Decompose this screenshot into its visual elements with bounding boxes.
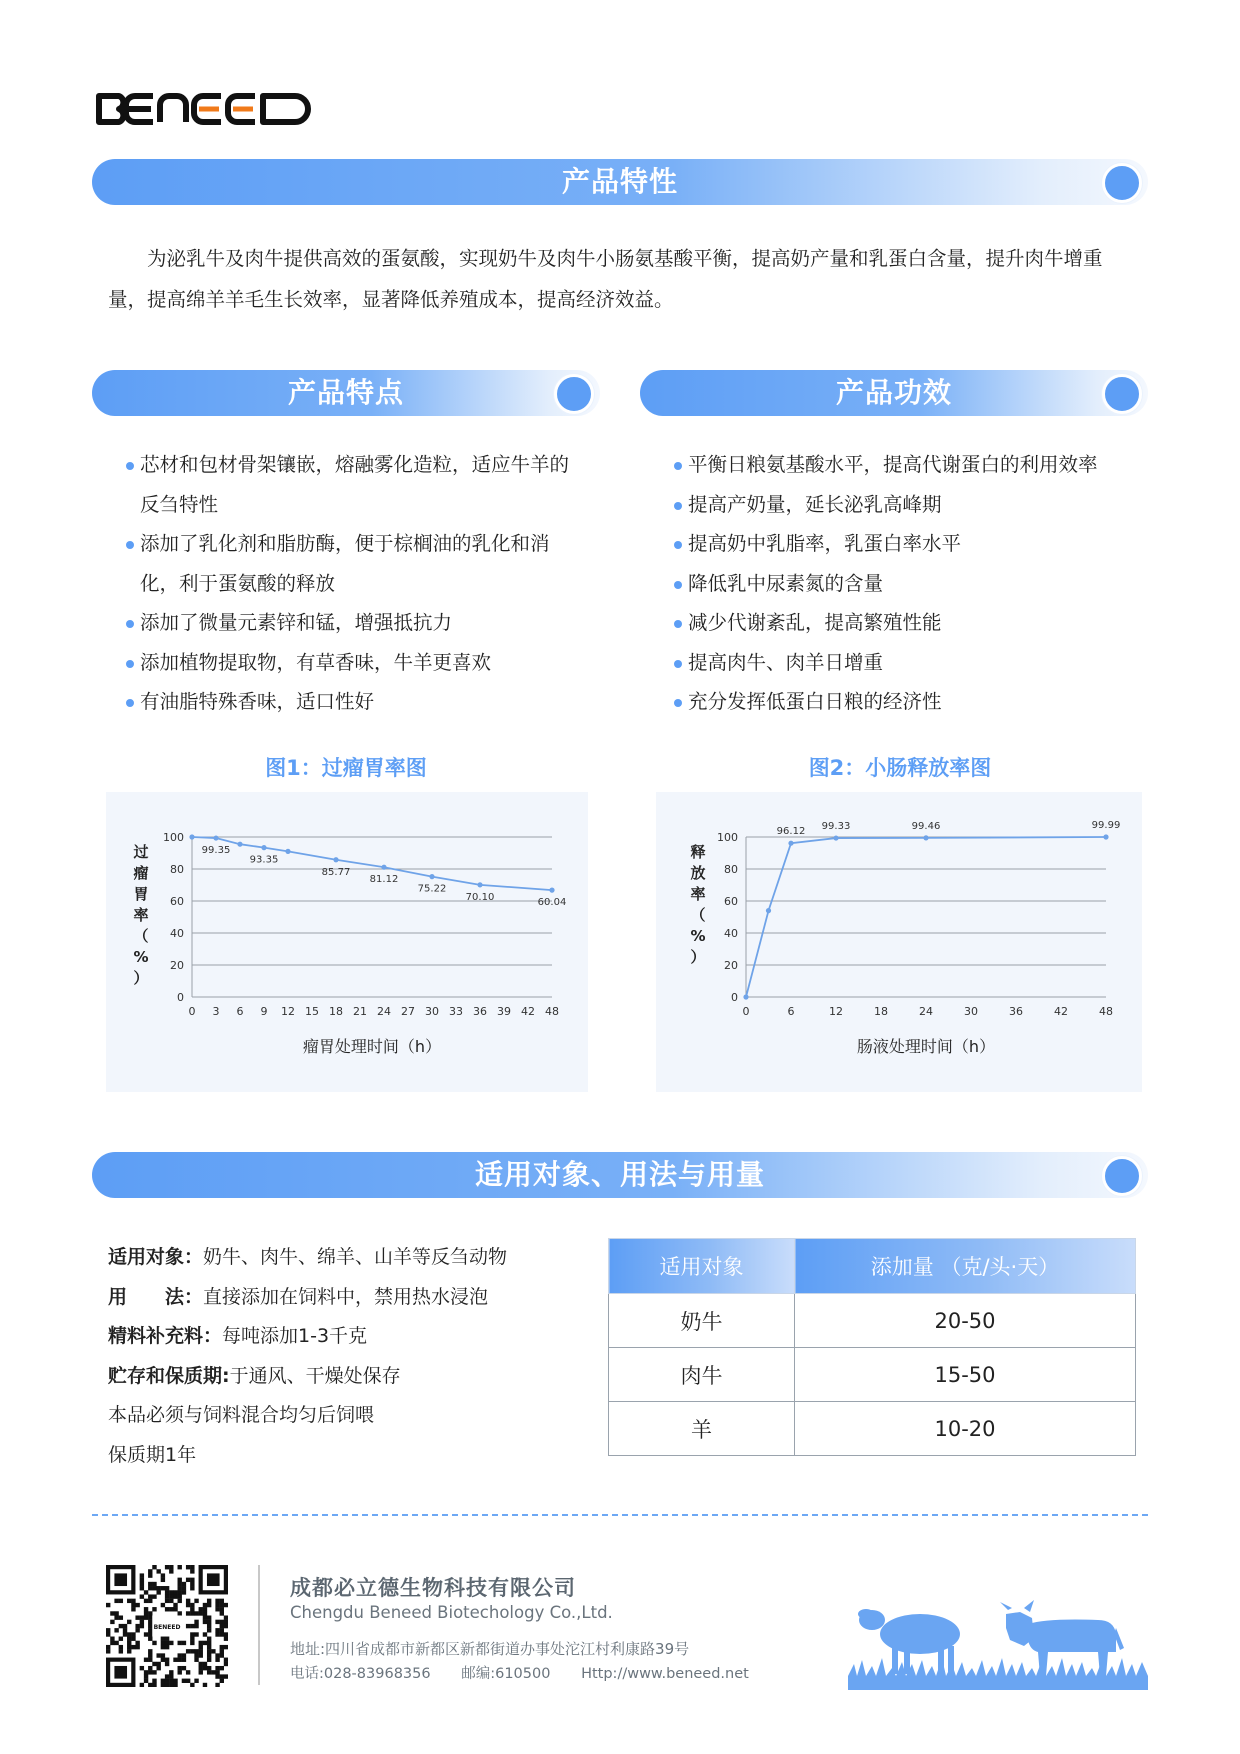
list-item: 提高奶中乳脂率，乳蛋白率水平 — [674, 524, 1154, 564]
x-tick-label: 39 — [497, 1005, 511, 1018]
section-title: 产品功效 — [835, 376, 952, 409]
data-label: 96.12 — [776, 826, 806, 838]
data-point — [285, 849, 290, 854]
y-tick-label: 60 — [170, 895, 184, 908]
data-label: 99.33 — [821, 821, 851, 833]
list-item: 添加了微量元素锌和锰，增强抵抗力 — [126, 603, 588, 643]
contact-line — [290, 1662, 775, 1683]
usage-row: 用 法：直接添加在饲料中，禁用热水浸泡 — [108, 1285, 489, 1308]
x-tick-label: 30 — [425, 1005, 439, 1018]
section-banner-efficacy — [640, 370, 1148, 416]
list-item: 添加植物提取物，有草香味，牛羊更喜欢 — [126, 643, 588, 683]
company-name-en: Chengdu Beneed Biotechology Co.,Ltd. — [290, 1603, 613, 1622]
table-row — [609, 1348, 1136, 1402]
table-cell: 20-50 — [795, 1294, 1136, 1348]
x-tick-label: 9 — [260, 1005, 268, 1018]
data-label: 70.10 — [465, 891, 495, 903]
dashed-divider — [92, 1514, 1148, 1516]
list-item: 平衡日粮氨基酸水平，提高代谢蛋白的利用效率 — [674, 445, 1154, 485]
table-cell: 15-50 — [795, 1348, 1136, 1402]
data-point — [477, 882, 482, 887]
data-point — [788, 841, 793, 846]
data-point — [237, 842, 242, 847]
x-tick-label: 0 — [742, 1005, 750, 1018]
data-point — [189, 834, 194, 839]
qr-code-icon[interactable] — [106, 1565, 228, 1687]
y-tick-label: 40 — [724, 927, 738, 940]
chart1-panel — [106, 792, 588, 1092]
y-tick-label: 0 — [731, 991, 738, 1004]
y-tick-label: 80 — [724, 863, 738, 876]
phone: 电话:028-83968356 — [290, 1666, 431, 1682]
intro-paragraph: 为泌乳牛及肉牛提供高效的蛋氨酸，实现奶牛及肉牛小肠氨基酸平衡，提高奶产量和乳蛋白含量，提升肉牛增重量，提高绵羊羊毛生长效率，显著降低养殖成本，提高经济效益。 — [108, 247, 1103, 311]
usage-info — [108, 1238, 507, 1475]
dose-table — [608, 1238, 1136, 1456]
banner-circle-icon — [1102, 163, 1142, 203]
list-item: 芯材和包材骨架镶嵌，熔融雾化造粒，适应牛羊的反刍特性 — [126, 445, 588, 524]
data-point — [333, 857, 338, 862]
data-point — [833, 835, 838, 840]
data-label: 99.99 — [1091, 820, 1121, 832]
x-tick-label: 36 — [1009, 1005, 1023, 1018]
y-tick-label: 0 — [177, 991, 184, 1004]
x-tick-label: 12 — [281, 1005, 295, 1018]
usage-note: 保质期1年 — [108, 1443, 197, 1466]
usage-row: 贮存和保质期:于通风、干燥处保存 — [108, 1364, 401, 1387]
chart2-svg — [656, 792, 1142, 1092]
data-point — [549, 888, 554, 893]
y-axis-label: 过瘤胃率（%） — [133, 843, 149, 987]
x-tick-label: 48 — [545, 1005, 559, 1018]
data-point — [743, 994, 748, 999]
usage-row: 适用对象：奶牛、肉牛、绵羊、山羊等反刍动物 — [108, 1246, 508, 1268]
x-tick-label: 27 — [401, 1005, 415, 1018]
x-tick-label: 24 — [919, 1005, 933, 1018]
table-cell: 肉牛 — [609, 1348, 795, 1402]
beneed-logo — [95, 92, 315, 126]
chart1-title: 图1：过瘤胃率图 — [265, 756, 427, 780]
data-label: 60.04 — [537, 897, 567, 909]
y-tick-label: 40 — [170, 927, 184, 940]
section-banner-usage — [92, 1152, 1148, 1198]
livestock-illustration — [848, 1590, 1148, 1690]
x-tick-label: 18 — [874, 1005, 888, 1018]
x-axis-label: 瘤胃处理时间（h） — [302, 1037, 442, 1056]
efficacy-list — [674, 445, 1154, 722]
x-tick-label: 0 — [188, 1005, 196, 1018]
chart2-title: 图2：小肠释放率图 — [808, 756, 992, 780]
x-tick-label: 18 — [329, 1005, 343, 1018]
data-point — [923, 835, 928, 840]
banner-circle-icon — [1102, 374, 1142, 414]
series-line — [746, 837, 1106, 997]
x-tick-label: 21 — [353, 1005, 367, 1018]
y-tick-label: 100 — [163, 831, 184, 844]
list-item: 有油脂特殊香味，适口性好 — [126, 682, 588, 722]
list-item: 充分发挥低蛋白日粮的经济性 — [674, 682, 1154, 722]
y-tick-label: 20 — [724, 959, 738, 972]
section-title: 适用对象、用法与用量 — [474, 1158, 765, 1191]
section-title: 产品特点 — [287, 376, 404, 409]
company-name-cn: 成都必立德生物科技有限公司 — [290, 1576, 576, 1600]
table-cell: 羊 — [609, 1402, 795, 1456]
y-tick-label: 100 — [717, 831, 738, 844]
table-cell: 奶牛 — [609, 1294, 795, 1348]
x-tick-label: 12 — [829, 1005, 843, 1018]
chart2-panel — [656, 792, 1142, 1092]
x-axis-label: 肠液处理时间（h） — [856, 1037, 996, 1056]
table-header: 适用对象 — [609, 1239, 795, 1294]
data-point — [213, 835, 218, 840]
list-item: 减少代谢紊乱，提高繁殖性能 — [674, 603, 1154, 643]
data-point — [1103, 834, 1108, 839]
chart1-svg — [106, 792, 588, 1092]
characteristics-list — [126, 445, 588, 722]
y-tick-label: 20 — [170, 959, 184, 972]
list-item: 提高产奶量，延长泌乳高峰期 — [674, 485, 1154, 525]
x-tick-label: 6 — [787, 1005, 795, 1018]
table-row — [609, 1402, 1136, 1456]
data-label: 81.12 — [369, 874, 399, 886]
list-item: 添加了乳化剂和脂肪酶，便于棕榈油的乳化和消化，利于蛋氨酸的释放 — [126, 524, 588, 603]
data-point — [429, 874, 434, 879]
table-header: 添加量 （克/头·天） — [795, 1239, 1136, 1294]
table-row — [609, 1294, 1136, 1348]
data-point — [766, 908, 771, 913]
section-title: 产品特性 — [561, 165, 678, 198]
qr-caption: BENEED — [153, 1624, 181, 1631]
x-tick-label: 42 — [1054, 1005, 1068, 1018]
data-label: 99.35 — [201, 845, 231, 857]
data-point — [261, 845, 266, 850]
section-banner-characteristics — [92, 370, 600, 416]
banner-circle-icon — [1102, 1156, 1142, 1196]
data-point — [381, 865, 386, 870]
x-tick-label: 30 — [964, 1005, 978, 1018]
section-banner-features — [92, 159, 1148, 205]
data-label: 93.35 — [249, 854, 279, 866]
x-tick-label: 42 — [521, 1005, 535, 1018]
y-tick-label: 80 — [170, 863, 184, 876]
data-label: 85.77 — [321, 866, 351, 878]
x-tick-label: 36 — [473, 1005, 487, 1018]
x-tick-label: 6 — [236, 1005, 244, 1018]
data-label: 75.22 — [417, 883, 447, 895]
y-axis-label: 释放率（%） — [690, 843, 706, 966]
company-address: 地址:四川省成都市新都区新都街道办事处沱江村利康路39号 — [290, 1640, 690, 1658]
list-item: 降低乳中尿素氮的含量 — [674, 564, 1154, 604]
x-tick-label: 24 — [377, 1005, 391, 1018]
x-tick-label: 15 — [305, 1005, 319, 1018]
usage-row: 精料补充料：每吨添加1-3千克 — [108, 1325, 368, 1347]
table-cell: 10-20 — [795, 1402, 1136, 1456]
x-tick-label: 33 — [449, 1005, 463, 1018]
usage-note: 本品必须与饲料混合均匀后饲喂 — [108, 1404, 375, 1426]
y-tick-label: 60 — [724, 895, 738, 908]
banner-circle-icon — [554, 374, 594, 414]
x-tick-label: 3 — [212, 1005, 220, 1018]
website-link[interactable]: Http://www.beneed.net — [581, 1666, 749, 1682]
list-item: 提高肉牛、肉羊日增重 — [674, 643, 1154, 683]
footer-divider — [258, 1565, 260, 1685]
x-tick-label: 48 — [1099, 1005, 1113, 1018]
data-label: 99.46 — [911, 820, 941, 832]
postcode: 邮编:610500 — [461, 1666, 551, 1682]
table-header-row — [609, 1239, 1136, 1294]
